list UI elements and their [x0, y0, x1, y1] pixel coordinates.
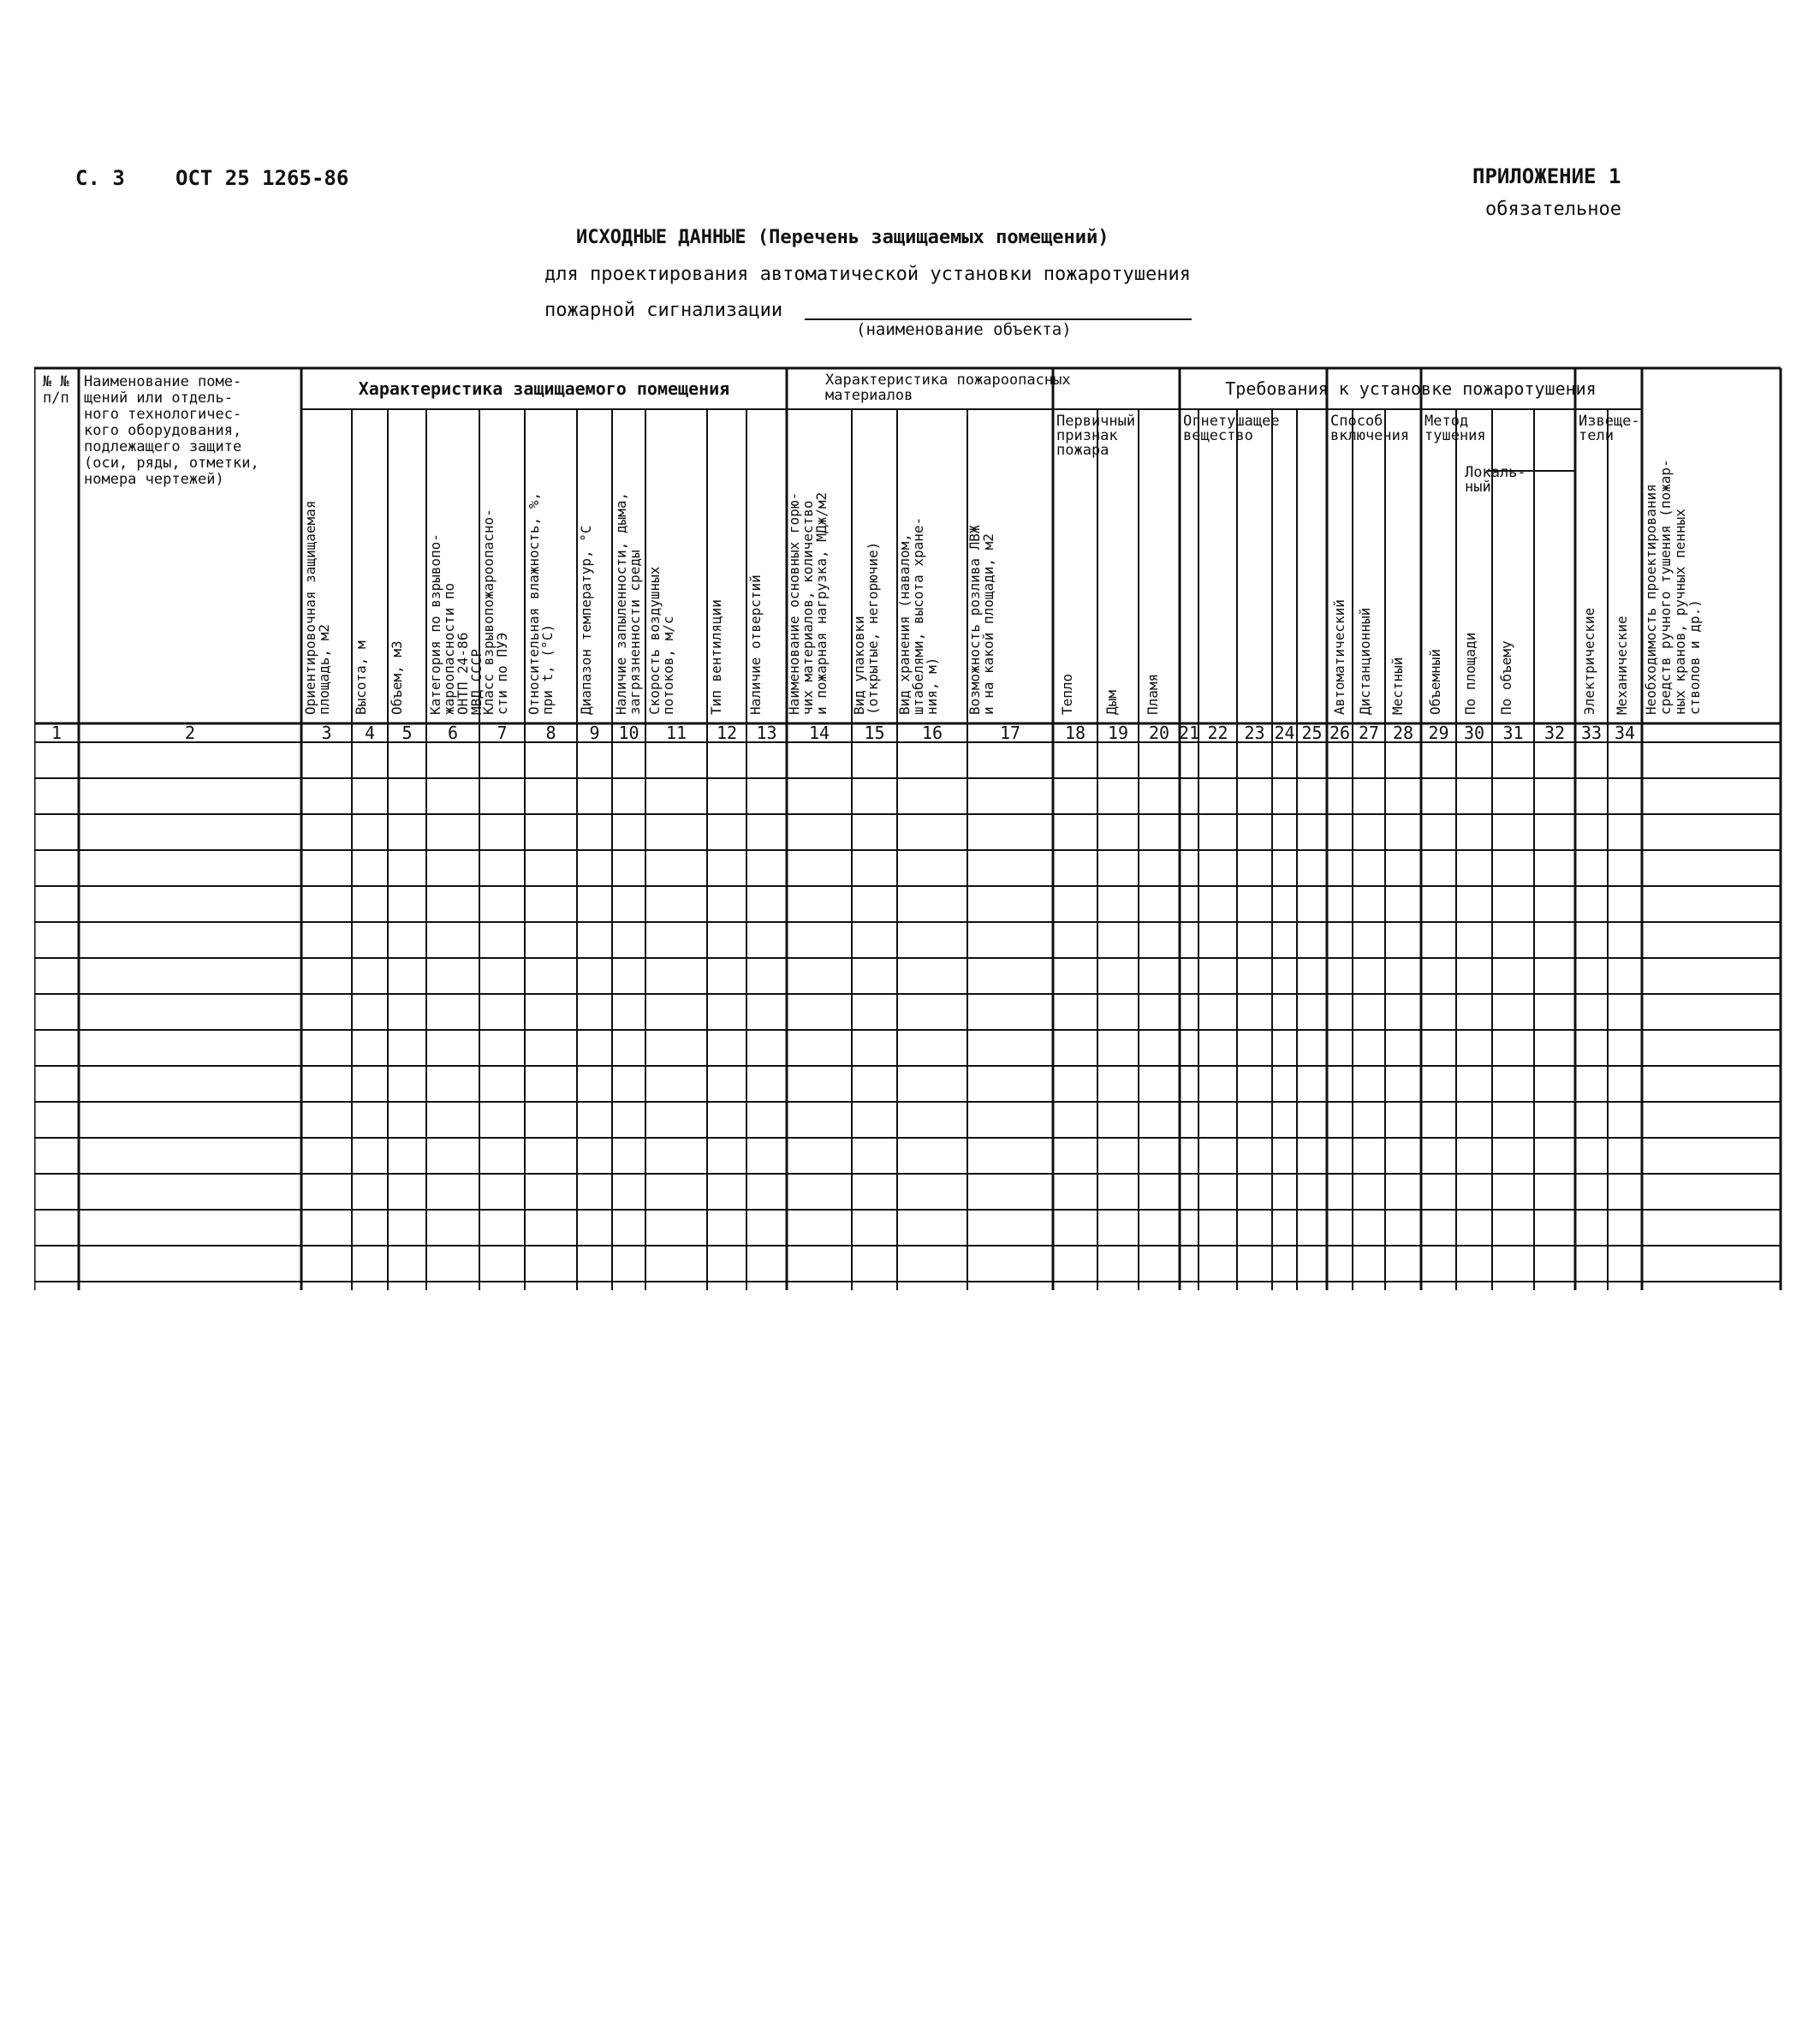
column-number-29: 29 [1428, 723, 1449, 743]
col-34-header-line-1: Необходимость проектирования [1643, 484, 1659, 715]
room-col-6-header-line-3: ОНТП 24-86 [455, 632, 471, 715]
method-header-line-1: Метод [1424, 413, 1469, 430]
group-fire-materials-line-2: материалов [825, 387, 913, 404]
detector-32-line-1: Электрические [1581, 607, 1597, 715]
room-col-12-header-line-1: Тип вентиляции [708, 599, 724, 715]
col-room-name-header-line-6: (оси, ряды, отметки, [84, 455, 259, 472]
column-number-17: 17 [999, 723, 1021, 743]
column-number-7: 7 [497, 723, 508, 743]
column-number-21: 21 [1178, 723, 1200, 743]
fire-sign-18-line-1: Тепло [1059, 673, 1075, 715]
activation-28-line-1: Местный [1389, 657, 1406, 715]
col-34-header-line-2: средств ручного тушения (пожар- [1657, 459, 1674, 715]
material-col-14-header-line-2: чих материалов, количество [800, 500, 816, 715]
material-col-15-header-line-1: Вид упаковки [851, 616, 867, 715]
standard-number: ОСТ 25 1265-86 [175, 166, 349, 190]
room-col-5-header-line-1: Объем, м3 [389, 640, 405, 715]
column-number-15: 15 [864, 723, 885, 743]
activation-header-line-1: Способ [1330, 413, 1383, 430]
room-col-10-header-line-1: Наличие запыленности, дыма, [613, 491, 629, 715]
column-number-27: 27 [1358, 723, 1380, 743]
column-number-12: 12 [716, 723, 738, 743]
room-col-8-header-line-2: при t, (°C) [539, 624, 556, 715]
room-col-7-header-line-2: сти по ПУЭ [494, 632, 510, 715]
col-number-header-line-1: № № [43, 373, 69, 390]
column-number-19: 19 [1107, 723, 1129, 743]
material-col-14-header-line-3: и пожарная нагрузка, МДж/м2 [813, 491, 830, 715]
room-col-11-header-line-1: Скорость воздушных [646, 566, 663, 715]
detectors-header-line-2: тели [1579, 427, 1614, 444]
column-number-23: 23 [1244, 723, 1265, 743]
group-room-characteristics: Характеристика защищаемого помещения [358, 378, 730, 399]
material-col-16-header-line-1: Вид хранения (навалом, [896, 533, 913, 715]
col-room-name-header-line-7: номера чертежей) [84, 471, 224, 488]
col-room-name-header-line-2: щений или отдель- [84, 390, 233, 407]
col-room-name-header-line-5: подлежащего защите [84, 438, 242, 455]
object-name-caption: (наименование объекта) [856, 320, 1072, 339]
room-col-13-header-line-1: Наличие отверстий [747, 574, 764, 715]
agent-header-line-1: Огнетушащее [1183, 413, 1280, 430]
table-headers [43, 372, 1703, 743]
col-34-header-line-4: стволов и др.) [1686, 599, 1703, 715]
column-number-28: 28 [1392, 723, 1414, 743]
fire-sign-header-line-2: признак [1056, 427, 1118, 444]
column-number-30: 30 [1463, 723, 1485, 743]
detectors-header-line-1: Извеще- [1579, 413, 1640, 430]
column-number-9: 9 [589, 723, 600, 743]
column-number-31: 31 [1502, 723, 1524, 743]
column-number-20: 20 [1148, 723, 1170, 743]
group-fire-materials-line-1: Характеристика пожароопасных [825, 372, 1071, 389]
agent-header-line-2: вещество [1183, 427, 1253, 444]
method-local-31-line-1: По объему [1498, 640, 1514, 715]
column-number-32: 32 [1543, 723, 1566, 743]
column-number-18: 18 [1064, 723, 1086, 743]
room-col-6-header-line-2: жароопасности по [441, 582, 457, 715]
column-number-22: 22 [1207, 723, 1228, 743]
column-number-16: 16 [921, 723, 943, 743]
column-number-24: 24 [1274, 723, 1295, 743]
method-volume-line-1: Объемный [1427, 648, 1443, 715]
method-local-header-line-1: Локаль- [1465, 464, 1526, 481]
room-col-10-header-line-2: загрязненности среды [627, 550, 643, 715]
col-room-name-header-line-1: Наименование поме- [84, 373, 242, 390]
column-number-34: 34 [1614, 723, 1636, 743]
room-col-7-header-line-1: Класс взрывопожароопасно- [480, 509, 497, 715]
room-col-4-header-line-1: Высота, м [353, 640, 369, 715]
material-col-16-header-line-2: штабелями, высота хране- [910, 516, 926, 715]
room-col-8-header-line-1: Относительная влажность, %, [526, 491, 542, 715]
column-number-10: 10 [618, 723, 639, 743]
room-col-3-header-line-2: площадь, м2 [316, 624, 332, 715]
fire-sign-header-line-3: пожара [1056, 442, 1109, 459]
column-number-8: 8 [545, 723, 556, 743]
col-34-header-line-3: ных кранов, ручных пенных [1672, 509, 1688, 715]
method-header-line-2: тушения [1424, 427, 1486, 444]
fire-sign-header-line-1: Первичный [1056, 413, 1136, 430]
fire-sign-20-line-1: Пламя [1145, 673, 1161, 715]
col-room-name-header-line-3: ного технологичес- [84, 406, 242, 423]
column-number-26: 26 [1329, 723, 1351, 743]
room-col-3-header-line-1: Ориентировочная защищаемая [302, 500, 318, 715]
column-number-3: 3 [321, 723, 332, 743]
material-col-17-header-line-2: и на какой площади, м2 [980, 533, 996, 715]
room-col-6-header-line-4: МВД СССР [468, 648, 485, 715]
col-room-name-header-line-4: кого оборудования, [84, 422, 242, 439]
room-col-11-header-line-2: потоков, м/с [660, 616, 676, 715]
table-grid [34, 368, 1781, 1290]
appendix-label: ПРИЛОЖЕНИЕ 1 [1472, 164, 1621, 188]
form-subtitle: для проектирования автоматической установки пожаротушения [544, 264, 1191, 285]
column-number-14: 14 [808, 723, 830, 743]
method-local-30-line-1: По площади [1462, 632, 1478, 715]
material-col-16-header-line-3: ния, м) [924, 657, 940, 715]
column-number-25: 25 [1301, 723, 1323, 743]
activation-header-line-2: включения [1330, 427, 1410, 444]
column-number-33: 33 [1580, 723, 1603, 743]
form-title: ИСХОДНЫЕ ДАННЫЕ (Перечень защищаемых помещений) [576, 227, 1109, 248]
column-number-6: 6 [447, 723, 459, 743]
activation-26-line-1: Автоматический [1331, 599, 1347, 715]
column-number-2: 2 [184, 723, 196, 743]
page-number: С. 3 [75, 166, 125, 190]
column-number-13: 13 [756, 723, 777, 743]
column-number-4: 4 [364, 723, 376, 743]
activation-27-line-1: Дистанционный [1357, 607, 1373, 715]
material-col-15-header-line-2: (открытые, негорючие) [865, 541, 881, 715]
method-local-header-line-2: ный [1465, 479, 1491, 496]
column-number-5: 5 [401, 723, 413, 743]
material-col-17-header-line-1: Возможность розлива ЛВЖ [967, 525, 983, 715]
room-col-9-header-line-1: Диапазон температур, °C [578, 525, 594, 715]
group-extinguishing-requirements: Требования к установке пожаротушения [1225, 378, 1597, 399]
source-data-table [34, 364, 1789, 1299]
column-number-11: 11 [665, 723, 687, 743]
mandatory-label: обязательное [1485, 199, 1621, 220]
col-number-header-line-2: п/п [43, 390, 69, 407]
column-number-1: 1 [51, 723, 62, 743]
detector-33-line-1: Механические [1614, 616, 1630, 715]
form-subtitle-2: пожарной сигнализации [544, 300, 783, 321]
fire-sign-19-line-1: Дым [1103, 690, 1120, 715]
material-col-14-header-line-1: Наименование основных горю- [786, 491, 802, 715]
room-col-6-header-line-1: Категория по взрывопо- [427, 533, 443, 715]
